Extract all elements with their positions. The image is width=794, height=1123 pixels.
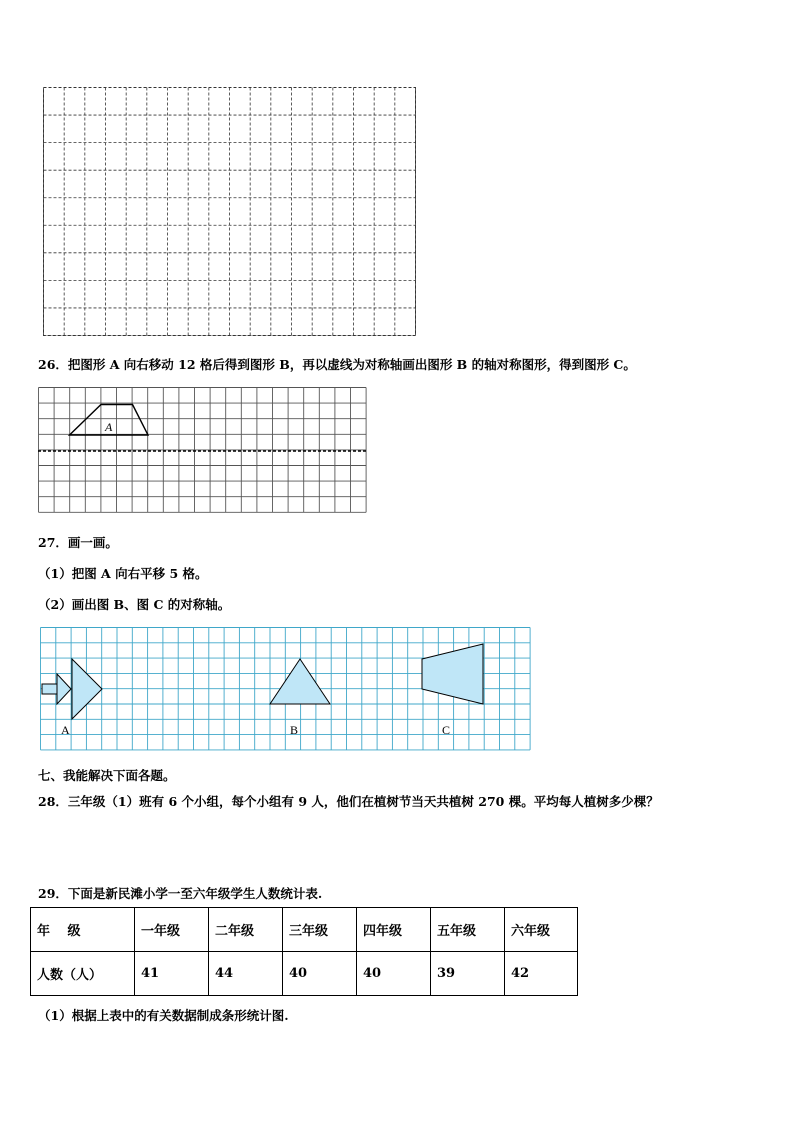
- figure-a-arrowhead: [72, 659, 102, 719]
- answer-grid: [42, 86, 418, 338]
- q27-part2: （2）画出图 B、图 C 的对称轴。: [38, 597, 231, 612]
- q27-title: 27．画一画。: [38, 535, 118, 550]
- table-header-row: [31, 908, 578, 952]
- label-c: C: [442, 723, 451, 737]
- figure-a-triangle: [57, 674, 71, 704]
- table-cell: 40: [357, 952, 431, 996]
- q27-grid: [40, 627, 532, 752]
- table-cell: 一年级: [135, 908, 209, 952]
- table-cell: 四年级: [357, 908, 431, 952]
- table-cell: 41: [135, 952, 209, 996]
- table-cell: 44: [209, 952, 283, 996]
- label-b: B: [290, 723, 299, 737]
- q29-part1: （1）根据上表中的有关数据制成条形统计图.: [38, 1008, 289, 1023]
- table-cell: 42: [505, 952, 578, 996]
- q26-text: 26．把图形 A 向右移动 12 格后得到图形 B，再以虚线为对称轴画出图形 B 的轴对称图形，得到图形 C。: [38, 357, 636, 372]
- label-a: A: [61, 723, 70, 737]
- table-cell: 五年级: [431, 908, 505, 952]
- table-cell: 40: [283, 952, 357, 996]
- table-cell: 三年级: [283, 908, 357, 952]
- student-count-table: [30, 907, 578, 996]
- q28-text: 28．三年级（1）班有 6 个小组，每个小组有 9 人，他们在植树节当天共植树 270 棵。平均每人植树多少棵？: [38, 794, 659, 809]
- figure-c-trapezoid: [422, 644, 483, 704]
- figure-a-stem: [42, 684, 57, 694]
- table-row: [31, 952, 578, 996]
- q29-text: 29．下面是新民滩小学一至六年级学生人数统计表.: [38, 886, 323, 901]
- table-cell: 六年级: [505, 908, 578, 952]
- q26-grid: [38, 387, 368, 514]
- q27-part1: （1）把图 A 向右平移 5 格。: [38, 566, 208, 581]
- table-cell: 人数（人）: [31, 952, 135, 996]
- figure-b-triangle: [270, 659, 330, 704]
- section-7-heading: 七、我能解决下面各题。: [38, 768, 176, 783]
- table-cell: 39: [431, 952, 505, 996]
- table-cell: 年 级: [31, 908, 135, 952]
- shape-a-label: A: [105, 420, 113, 434]
- table-cell: 二年级: [209, 908, 283, 952]
